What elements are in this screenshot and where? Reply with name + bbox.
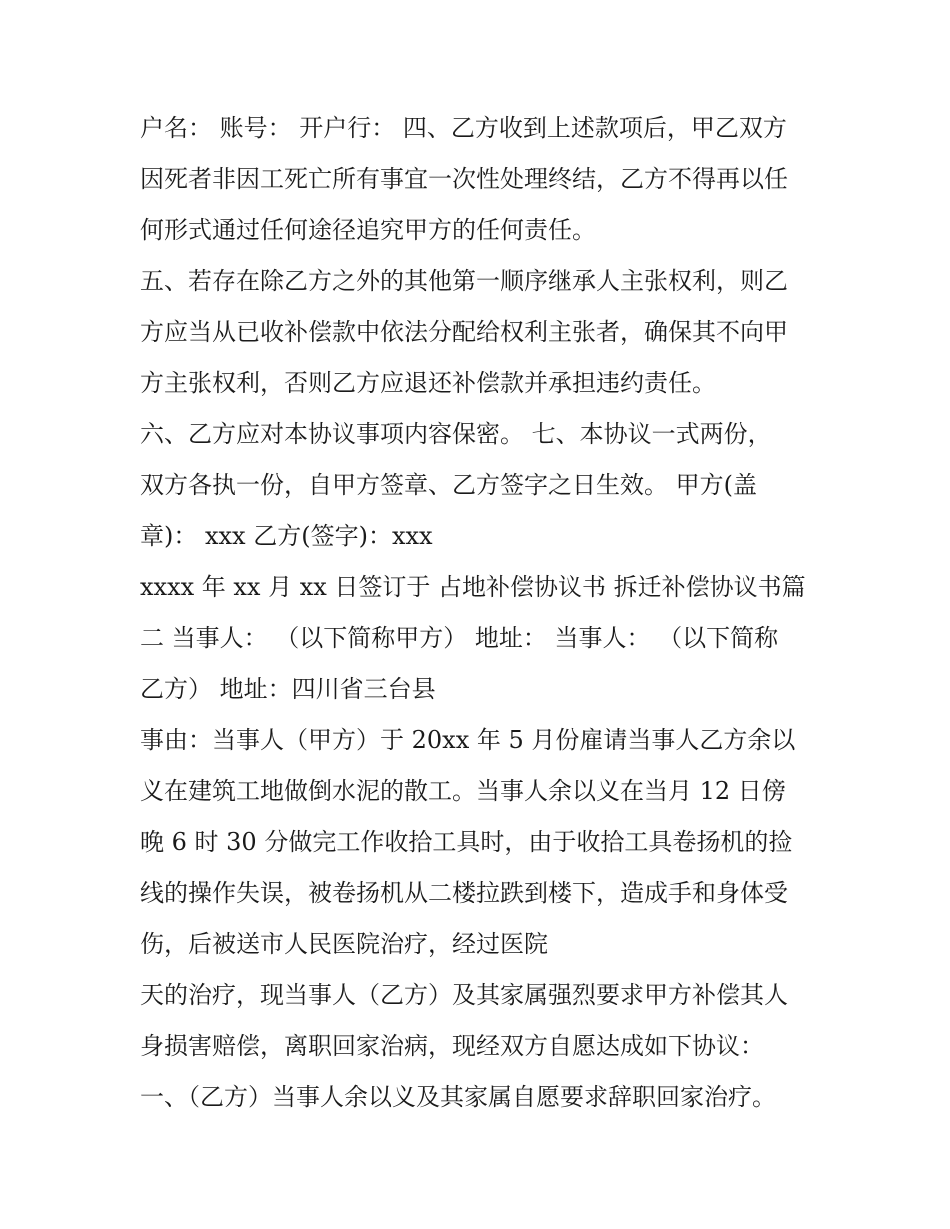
text-line: 双方各执一份，自甲方签章、乙方签字之日生效。 甲方(盖 [140, 471, 757, 499]
text-line: 线的操作失误，被卷扬机从二楼拉跌到楼下，造成手和身体受 [140, 879, 788, 907]
text-line: 身损害赔偿，离职回家治病，现经双方自愿达成如下协议： [140, 1032, 764, 1060]
text-line: 天的治疗，现当事人（乙方）及其家属强烈要求甲方补偿其人 [140, 981, 788, 1009]
text-line: 方应当从已收补偿款中依法分配给权利主张者，确保其不向甲 [140, 318, 788, 346]
text-line: 一、（乙方）当事人余以义及其家属自愿要求辞职回家治疗。 [140, 1083, 776, 1111]
text-line: 户名： 账号： 开户行： 四、乙方收到上述款项后，甲乙双方 [140, 114, 787, 142]
text-line: 六、乙方应对本协议事项内容保密。 七、本协议一式两份， [140, 420, 772, 448]
text-line: 何形式通过任何途径追究甲方的任何责任。 [140, 216, 596, 244]
text-line: 伤，后被送市人民医院治疗，经过医院 [140, 930, 548, 958]
text-line: xxxx 年 xx 月 xx 日签订于 占地补偿协议书 拆迁补偿协议书篇 [140, 573, 806, 601]
text-line: 章)： xxx 乙方(签字)：xxx [140, 522, 433, 550]
text-line: 乙方） 地址：四川省三台县 [140, 675, 436, 703]
text-line: 二 当事人： （以下简称甲方） 地址： 当事人： （以下简称 [140, 624, 779, 652]
text-line: 事由：当事人（甲方）于 20xx 年 5 月份雇请当事人乙方余以 [140, 726, 796, 754]
text-line: 五、若存在除乙方之外的其他第一顺序继承人主张权利，则乙 [140, 267, 788, 295]
text-line: 义在建筑工地做倒水泥的散工。当事人余以义在当月 12 日傍 [140, 777, 786, 805]
text-line: 方主张权利，否则乙方应退还补偿款并承担违约责任。 [140, 369, 716, 397]
text-line: 晚 6 时 30 分做完工作收拾工具时，由于收拾工具卷扬机的捡 [140, 828, 793, 856]
text-line: 因死者非因工死亡所有事宜一次性处理终结，乙方不得再以任 [140, 165, 788, 193]
document-body [140, 110, 840, 1130]
